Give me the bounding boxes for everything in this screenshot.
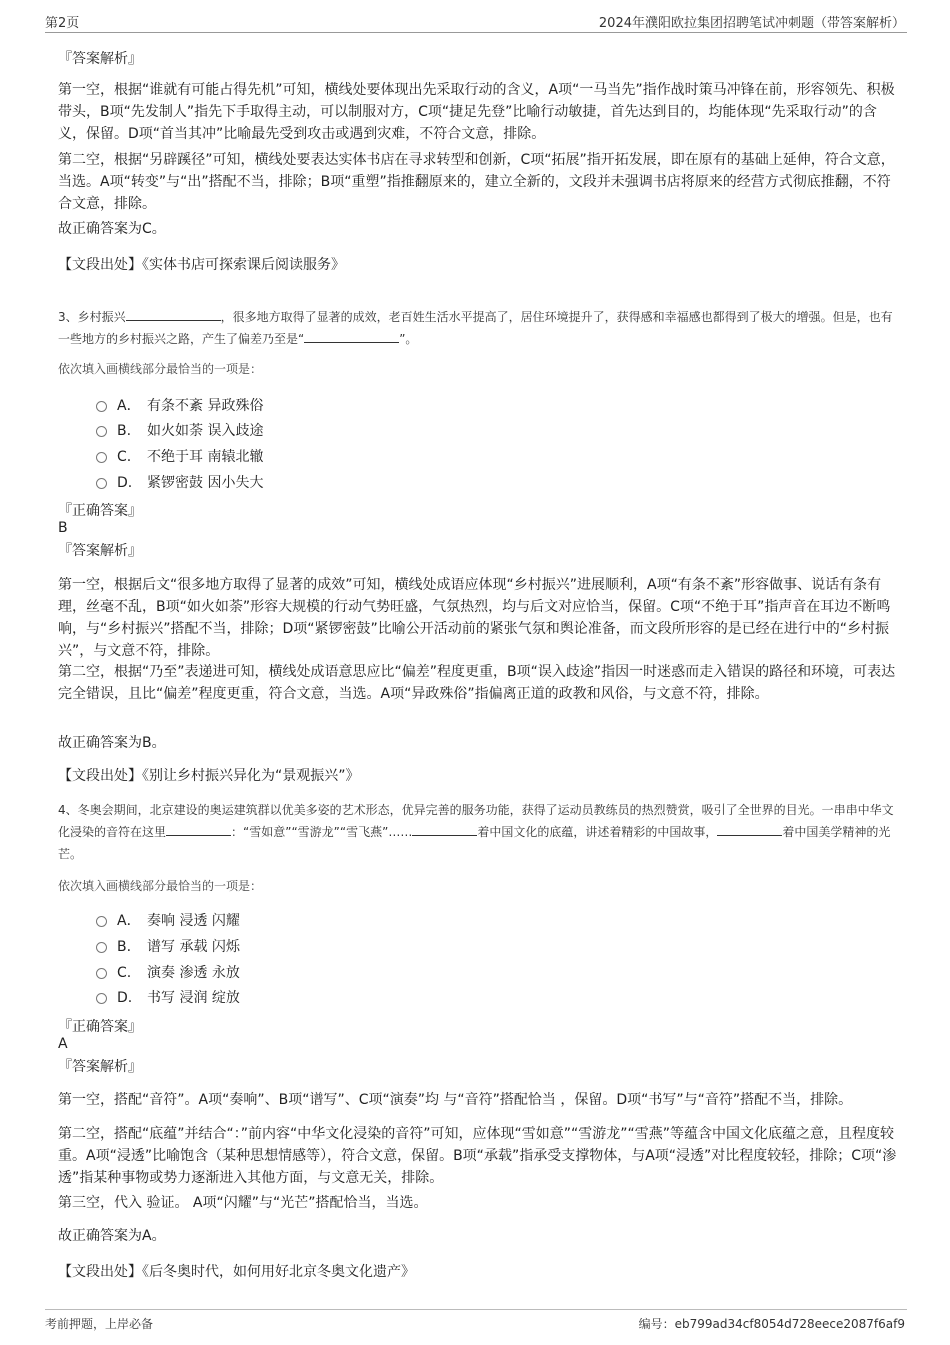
radio-icon[interactable] xyxy=(96,993,107,1004)
answer-blank xyxy=(166,821,231,836)
option-d[interactable]: D. 书写 浸润 绽放 xyxy=(96,989,240,1007)
correct-answer: A xyxy=(58,1036,68,1052)
analysis-label: 『答案解析』 xyxy=(58,51,142,67)
radio-icon[interactable] xyxy=(96,942,107,953)
source: 【文段出处】《实体书店可探索课后阅读服务》 xyxy=(58,257,345,273)
option-c[interactable]: C. 不绝于耳 南辕北辙 xyxy=(96,448,263,466)
answer-blank xyxy=(412,821,477,836)
footer-divider xyxy=(45,1309,907,1310)
analysis-paragraph: 第二空，根据“乃至”表递进可知，横线处成语意思应比“偏差”程度更重，B项“误入歧途”指因一时迷惑而走入错误的路径和环境，可表达完全错误，且比“偏差”程度更重，符合文意，当选。A项“异政殊俗”指偏离正道的政教和风俗，与文意不符，排除。 xyxy=(58,664,896,702)
answer-blank xyxy=(717,821,782,836)
document-id: 编号：eb799ad34cf8054d728eece2087f6af9 xyxy=(638,1317,905,1331)
analysis-paragraph: 第一空，根据“谁就有可能占得先机”可知，横线处要体现出先采取行动的含义，A项“一马当先”指作战时策马冲锋在前，形容领先、积极带头，B项“先发制人”指先下手取得主动，可以制服对方，C项“捷足先登”比喻行动敏捷，首先达到目的，均能体现“先采取行动”的含义，保留。D项“首当其冲”比喻最先受到攻击或遇到灾难，不符合文意，排除。 xyxy=(58,82,895,142)
option-d[interactable]: D. 紧锣密鼓 因小失大 xyxy=(96,474,263,492)
conclusion: 故正确答案为C。 xyxy=(58,221,166,237)
question-3-stem: 3、乡村振兴 ，很多地方取得了显著的成效，老百姓生活水平提高了，居住环境提升了，获得感和幸福感也都得到了极大的增强。但是，也有一些地方的乡村振兴之路，产生了偏差乃至是“ ”。 xyxy=(58,306,898,350)
question-prompt: 依次填入画横线部分最恰当的一项是： xyxy=(58,879,263,893)
correct-answer: B xyxy=(58,520,68,536)
analysis-paragraph: 第三空，代入 验证。 A项“闪耀”与“光芒”搭配恰当，当选。 xyxy=(58,1195,428,1211)
document-title: 2024年濮阳欧拉集团招聘笔试冲刺题（带答案解析） xyxy=(598,16,905,31)
analysis-paragraph: 第二空，根据“另辟蹊径”可知，横线处要表达实体书店在寻求转型和创新，C项“拓展”指开拓发展，即在原有的基础上延伸，符合文意，当选。A项“转变”与“出”搭配不当，排除；B项“重塑”指推翻原来的，建立全新的，文段并未强调书店将原来的经营方式彻底推翻，不符合文意，排除。 xyxy=(58,152,895,212)
option-c[interactable]: C. 演奏 渗透 永放 xyxy=(96,964,240,982)
analysis-paragraph: 第一空，搭配“音符”。A项“奏响”、B项“谱写”、C项“演奏”均 与“音符”搭配恰当 ，保留。D项“书写”与“音符”搭配不当，排除。 xyxy=(58,1092,853,1108)
option-a[interactable]: A． 奏响 浸透 闪耀 xyxy=(96,912,240,930)
radio-icon[interactable] xyxy=(96,916,107,927)
conclusion: 故正确答案为A。 xyxy=(58,1228,166,1244)
page-number: 第2页 xyxy=(45,16,80,31)
header-divider xyxy=(45,32,907,33)
analysis-label: 『答案解析』 xyxy=(58,543,142,559)
source: 【文段出处】《后冬奥时代，如何用好北京冬奥文化遗产》 xyxy=(58,1264,415,1280)
analysis-paragraph: 第二空，搭配“底蕴”并结合“：”前内容“中华文化浸染的音符”可知，应体现“雪如意”“雪游龙”“雪燕”等蕴含中国文化底蕴之意，且程度较重。A项“浸透”比喻饱含（某种思想情感等），符合文意，保留。B项“承载”指承受支撑物体，与A项“浸透”对比程度较轻，排除；C项“渗透”指某种事物或势力逐渐进入其他方面，与文意无关，排除。 xyxy=(58,1126,897,1186)
option-b[interactable]: B. 如火如荼 误入歧途 xyxy=(96,422,263,440)
radio-icon[interactable] xyxy=(96,478,107,489)
answer-blank xyxy=(126,306,221,321)
analysis-label: 『答案解析』 xyxy=(58,1059,142,1075)
option-b[interactable]: B. 谱写 承载 闪烁 xyxy=(96,938,240,956)
correct-answer-label: 『正确答案』 xyxy=(58,1019,142,1035)
source: 【文段出处】《别让乡村振兴异化为“景观振兴”》 xyxy=(58,768,360,784)
radio-icon[interactable] xyxy=(96,426,107,437)
answer-blank xyxy=(304,328,399,343)
radio-icon[interactable] xyxy=(96,452,107,463)
question-4-stem: 4、冬奥会期间，北京建设的奥运建筑群以优美多姿的艺术形态，优异完善的服务功能，获得了运动员教练员的热烈赞赏，吸引了全世界的目光。一串串中华文化浸染的音符在这里 ：“雪如意”“雪游龙”“雪飞燕”…… 着中国文化的底蕴，讲述着精彩的中国故事， 着中国美学精神的光芒。 xyxy=(58,803,894,861)
analysis-paragraph: 第一空，根据后文“很多地方取得了显著的成效”可知，横线处成语应体现“乡村振兴”进展顺利，A项“有条不紊”形容做事、说话有条有理，丝毫不乱，B项“如火如荼”形容大规模的行动气势旺盛，气氛热烈，均与后文对应恰当，保留。C项“不绝于耳”指声音在耳边不断鸣响，与“乡村振兴”搭配不当，排除；D项“紧锣密鼓”比喻公开活动前的紧张气氛和舆论准备，而文段所形容的是已经在进行中的“乡村振兴”，与文意不符，排除。 xyxy=(58,577,891,659)
footer-slogan: 考前押题，上岸必备 xyxy=(45,1317,154,1331)
radio-icon[interactable] xyxy=(96,401,107,412)
conclusion: 故正确答案为B。 xyxy=(58,735,166,751)
question-prompt: 依次填入画横线部分最恰当的一项是： xyxy=(58,362,263,376)
option-a[interactable]: A． 有条不紊 异政殊俗 xyxy=(96,397,263,415)
correct-answer-label: 『正确答案』 xyxy=(58,503,142,519)
radio-icon[interactable] xyxy=(96,968,107,979)
